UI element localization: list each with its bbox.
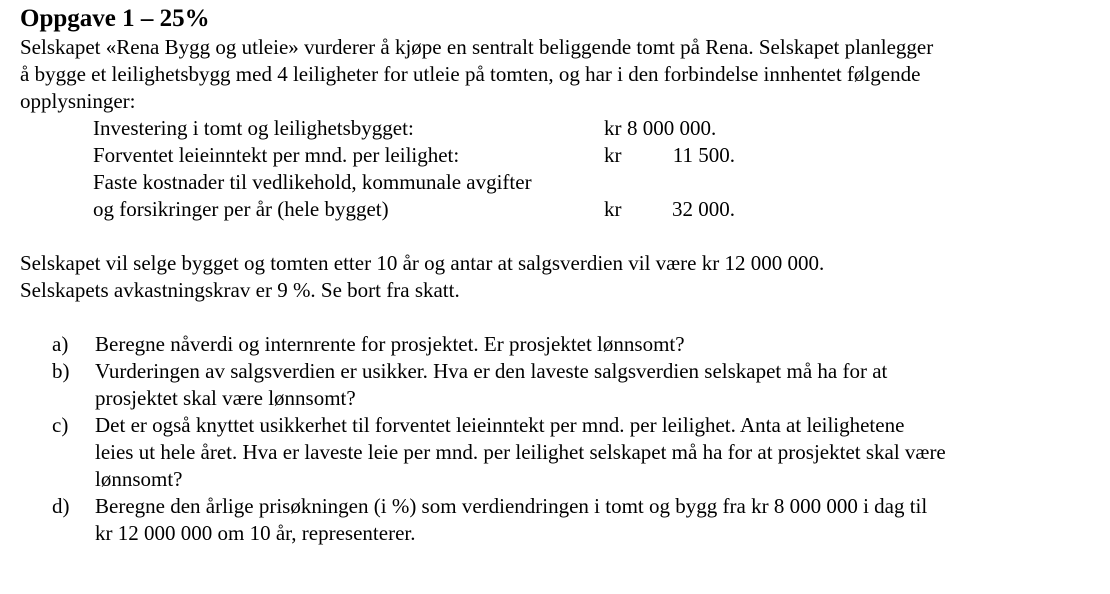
intro-line: opplysninger: (20, 89, 136, 113)
spacer (20, 223, 1105, 250)
question-text (95, 331, 1105, 358)
detail-label: Forventet leieinntekt per mnd. per leilighet: (93, 143, 460, 167)
question-line: Det er også knyttet usikkerhet til forventet leieinntekt per mnd. per leilighet. Anta at leilighetene (95, 413, 905, 437)
detail-label: og forsikringer per år (hele bygget) (93, 197, 389, 221)
intro-line: å bygge et leilighetsbygg med 4 leiligheter for utleie på tomten, og har i den forbindelse innhentet følgende (20, 62, 921, 86)
question-text (95, 493, 1105, 547)
question-letter: c) (52, 413, 69, 437)
detail-amount: 32 000. (672, 197, 735, 221)
detail-amount: 11 500. (672, 143, 735, 167)
question-letter: a) (52, 332, 69, 356)
question-a (20, 331, 1105, 358)
question-line: leies ut hele året. Hva er laveste leie per mnd. per leilighet selskapet må ha for at prosjektet skal være (95, 440, 946, 464)
question-text (95, 358, 1105, 412)
question-line: lønnsomt? (95, 467, 183, 491)
document-page (20, 4, 1105, 547)
questions-list (20, 331, 1105, 547)
question-line: kr 12 000 000 om 10 år, representerer. (95, 521, 416, 545)
question-line: prosjektet skal være lønnsomt? (95, 386, 356, 410)
detail-amount: 8 000 000. (627, 116, 717, 140)
question-letter: b) (52, 359, 70, 383)
detail-label: Faste kostnader til vedlikehold, kommunale avgifter (93, 170, 532, 194)
question-c (20, 412, 1105, 493)
question-d (20, 493, 1105, 547)
detail-row-investment (93, 115, 1105, 142)
detail-currency: kr (604, 197, 622, 221)
detail-row-insurance (93, 196, 1105, 223)
assumption-line: Selskapet vil selge bygget og tomten etter 10 år og antar at salgsverdien vil være kr 12 000 000. (20, 251, 825, 275)
question-text (95, 412, 1105, 493)
intro-line: Selskapet «Rena Bygg og utleie» vurderer å kjøpe en sentralt beliggende tomt på Rena. Selskapet planlegger (20, 35, 934, 59)
detail-currency: kr (604, 143, 622, 167)
question-line: Vurderingen av salgsverdien er usikker. Hva er den laveste salgsverdien selskapet må ha for at (95, 359, 888, 383)
assumptions-paragraph (20, 250, 1105, 304)
question-line: Beregne nåverdi og internrente for prosjektet. Er prosjektet lønnsomt? (95, 332, 685, 356)
assumption-line: Selskapets avkastningskrav er 9 %. Se bort fra skatt. (20, 278, 460, 302)
details-list (93, 115, 1105, 223)
task-title: Oppgave 1 – 25% (20, 5, 210, 32)
question-letter: d) (52, 494, 70, 518)
detail-currency: kr (604, 116, 622, 140)
question-line: Beregne den årlige prisøkningen (i %) som verdiendringen i tomt og bygg fra kr 8 000 000 i dag til (95, 494, 928, 518)
detail-row-fixed-costs (93, 169, 1105, 196)
intro-paragraph (20, 34, 1105, 115)
detail-label: Investering i tomt og leilighetsbygget: (93, 116, 414, 140)
question-b (20, 358, 1105, 412)
detail-row-rent (93, 142, 1105, 169)
